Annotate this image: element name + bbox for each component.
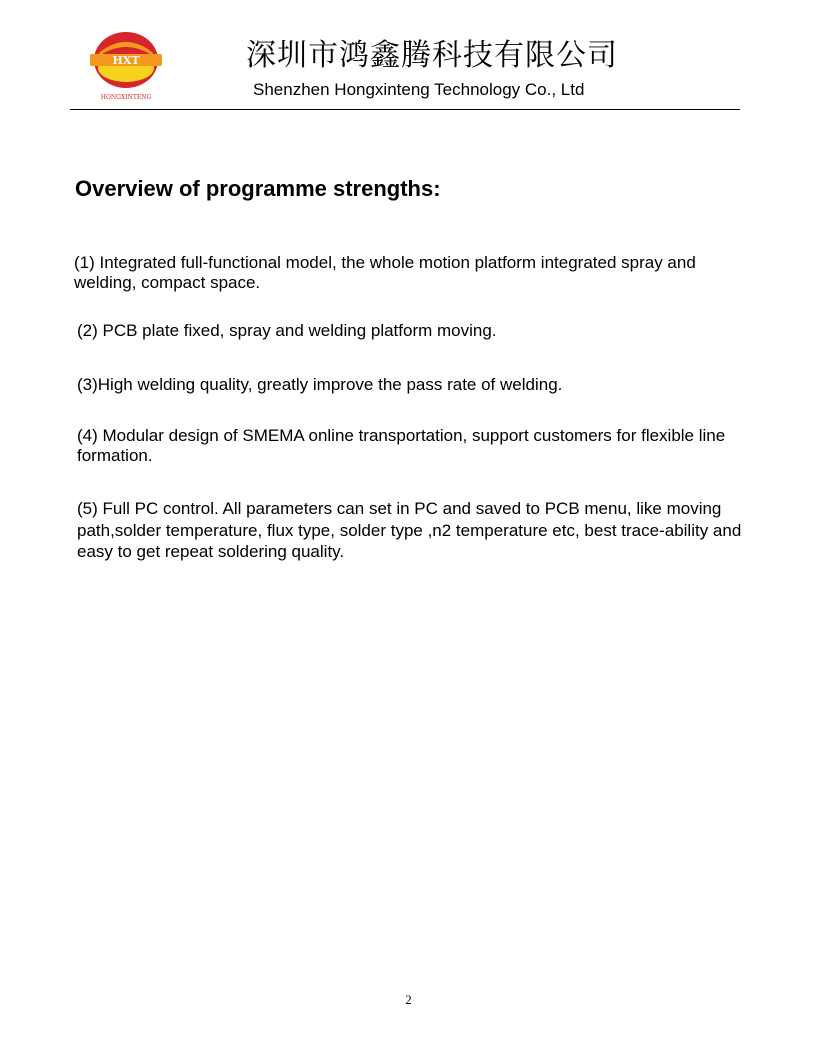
page-number: 2: [405, 992, 412, 1007]
strength-item: (5) Full PC control. All parameters can set in PC and saved to PCB menu, like moving path,solder temperature, flux type, solder type ,n2 temperature etc, best trace-ability and easy to get repeat soldering quality.: [77, 499, 742, 561]
company-name-en: Shenzhen Hongxinteng Technology Co., Ltd: [253, 80, 585, 99]
strength-item: (1) Integrated full-functional model, the whole motion platform integrated spray and welding, compact space.: [74, 253, 696, 292]
strength-item: (3)High welding quality, greatly improve the pass rate of welding.: [77, 375, 563, 394]
logo-text: HXT: [112, 54, 140, 67]
logo-graphic: [86, 28, 166, 102]
logo-subtext: HONGXINTENG: [100, 94, 152, 101]
company-logo: [86, 28, 166, 102]
strength-item: (2) PCB plate fixed, spray and welding platform moving.: [77, 321, 497, 340]
company-name-cn: 深圳市鸿鑫腾科技有限公司: [246, 38, 618, 73]
header-divider: [70, 109, 740, 110]
document-header: [0, 0, 817, 112]
strength-item: (4) Modular design of SMEMA online transportation, support customers for flexible line formation.: [77, 426, 726, 465]
section-title: Overview of programme strengths:: [75, 176, 441, 201]
